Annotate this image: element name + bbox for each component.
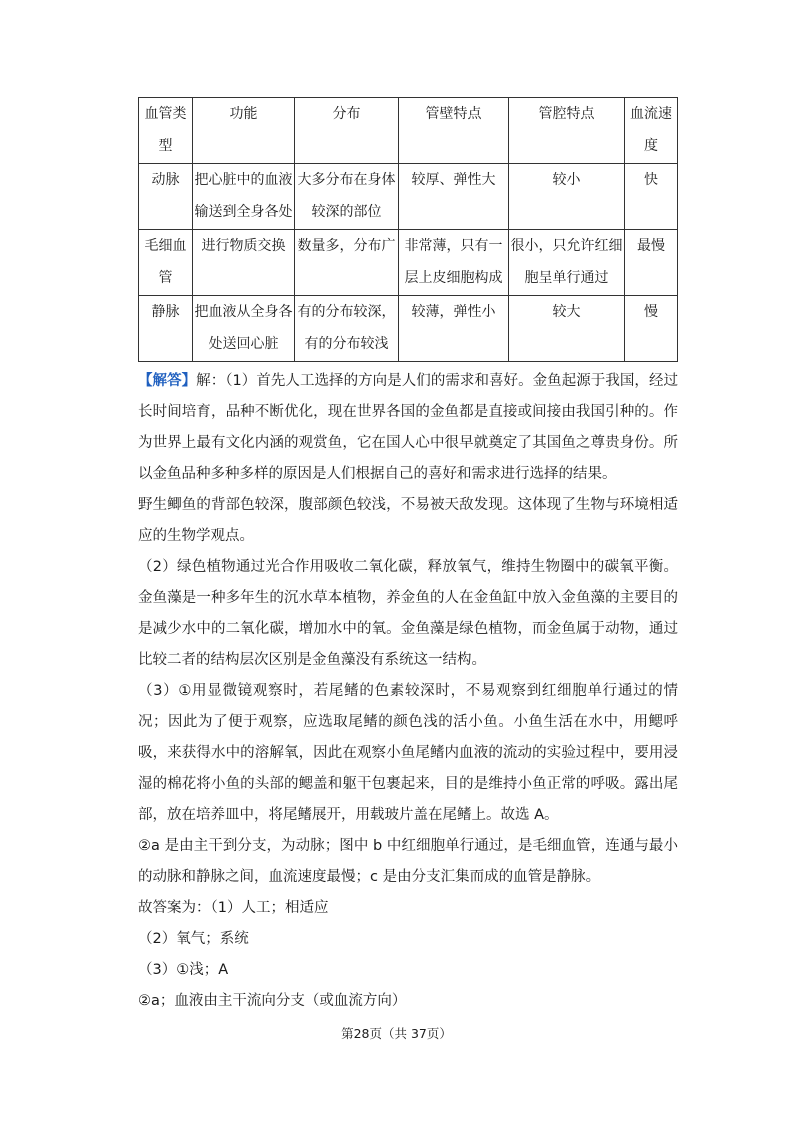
answer-text: 解：（1）首先人工选择的方向是人们的需求和喜好。金鱼起源于我国，经过长时间培育，品种不断优化，现在世界各国的金鱼都是直接或间接由我国引种的。作为世界上最有文化内涵的观赏鱼，它在国人心中很早就奠定了其国鱼之尊贵身份。所以金鱼品种多种多样的原因是人们根据自己的喜好和需求进行选择的结果。 <box>138 373 678 482</box>
table-cell: 大多分布在身体较深的部位 <box>295 164 399 230</box>
answer-summary-line: 故答案为：（1）人工；相适应 <box>138 900 329 916</box>
table-cell: 非常薄，只有一层上皮细胞构成 <box>399 230 509 296</box>
table-cell: 较薄，弹性小 <box>399 296 509 362</box>
table-cell: 把血液从全身各处送回心脏 <box>193 296 295 362</box>
answer-section <box>138 366 678 1017</box>
table-header-cell: 血管类型 <box>139 98 193 164</box>
answer-paragraph: （2）绿色植物通过光合作用吸收二氧化碳，释放氧气，维持生物圈中的碳氧平衡。金鱼藻是一种多年生的沉水草本植物，养金鱼的人在金鱼缸中放入金鱼藻的主要目的是减少水中的二氧化碳，增加水中的氧。金鱼藻是绿色植物，而金鱼属于动物，通过比较二者的结构层次区别是金鱼藻没有系统这一结构。 <box>138 559 678 668</box>
table-cell: 较小 <box>509 164 625 230</box>
table-cell: 毛细血管 <box>139 230 193 296</box>
page-footer: 第28页（共 37页） <box>341 1026 452 1041</box>
table-cell: 慢 <box>625 296 678 362</box>
table-row <box>139 164 678 230</box>
answer-tag: 【解答】 <box>138 373 197 389</box>
table-cell: 有的分布较深，有的分布较浅 <box>295 296 399 362</box>
table-header-row <box>139 98 678 164</box>
blood-vessel-table <box>138 97 678 362</box>
table-header-cell: 管壁特点 <box>399 98 509 164</box>
table-cell: 静脉 <box>139 296 193 362</box>
table-header-cell: 分布 <box>295 98 399 164</box>
table-cell: 数量多，分布广 <box>295 230 399 296</box>
table-header-cell: 功能 <box>193 98 295 164</box>
table-cell: 较厚、弹性大 <box>399 164 509 230</box>
answer-summary-line: （2）氧气；系统 <box>138 931 249 947</box>
table-cell: 最慢 <box>625 230 678 296</box>
answer-paragraph: ②a 是由主干到分支，为动脉；图中 b 中红细胞单行通过，是毛细血管，连通与最小的动脉和静脉之间，血流速度最慢；c 是由分支汇集而成的血管是静脉。 <box>138 838 678 885</box>
table-header-cell: 血流速度 <box>625 98 678 164</box>
table-header-cell: 管腔特点 <box>509 98 625 164</box>
answer-summary-line: （3）①浅；A <box>138 962 229 978</box>
table-row <box>139 296 678 362</box>
table-cell: 把心脏中的血液输送到全身各处 <box>193 164 295 230</box>
table-row <box>139 230 678 296</box>
answer-summary-line: ②a；血液由主干流向分支（或血流方向） <box>138 993 407 1009</box>
table-cell: 很小，只允许红细胞呈单行通过 <box>509 230 625 296</box>
table-cell: 动脉 <box>139 164 193 230</box>
answer-paragraph: （3）①用显微镜观察时，若尾鳍的色素较深时，不易观察到红细胞单行通过的情况；因此为了便于观察，应选取尾鳍的颜色浅的活小鱼。小鱼生活在水中，用鳃呼吸，来获得水中的溶解氧，因此在观察小鱼尾鳍内血液的流动的实验过程中，要用浸湿的棉花将小鱼的头部的鳃盖和躯干包裹起来，目的是维持小鱼正常的呼吸。露出尾部，放在培养皿中，将尾鳍展开，用载玻片盖在尾鳍上。故选 A。 <box>138 683 678 823</box>
table-cell: 快 <box>625 164 678 230</box>
answer-paragraph <box>138 366 678 490</box>
table-cell: 进行物质交换 <box>193 230 295 296</box>
table-cell: 较大 <box>509 296 625 362</box>
answer-paragraph: 野生鲫鱼的背部色较深，腹部颜色较浅，不易被天敌发现。这体现了生物与环境相适应的生物学观点。 <box>138 497 678 544</box>
